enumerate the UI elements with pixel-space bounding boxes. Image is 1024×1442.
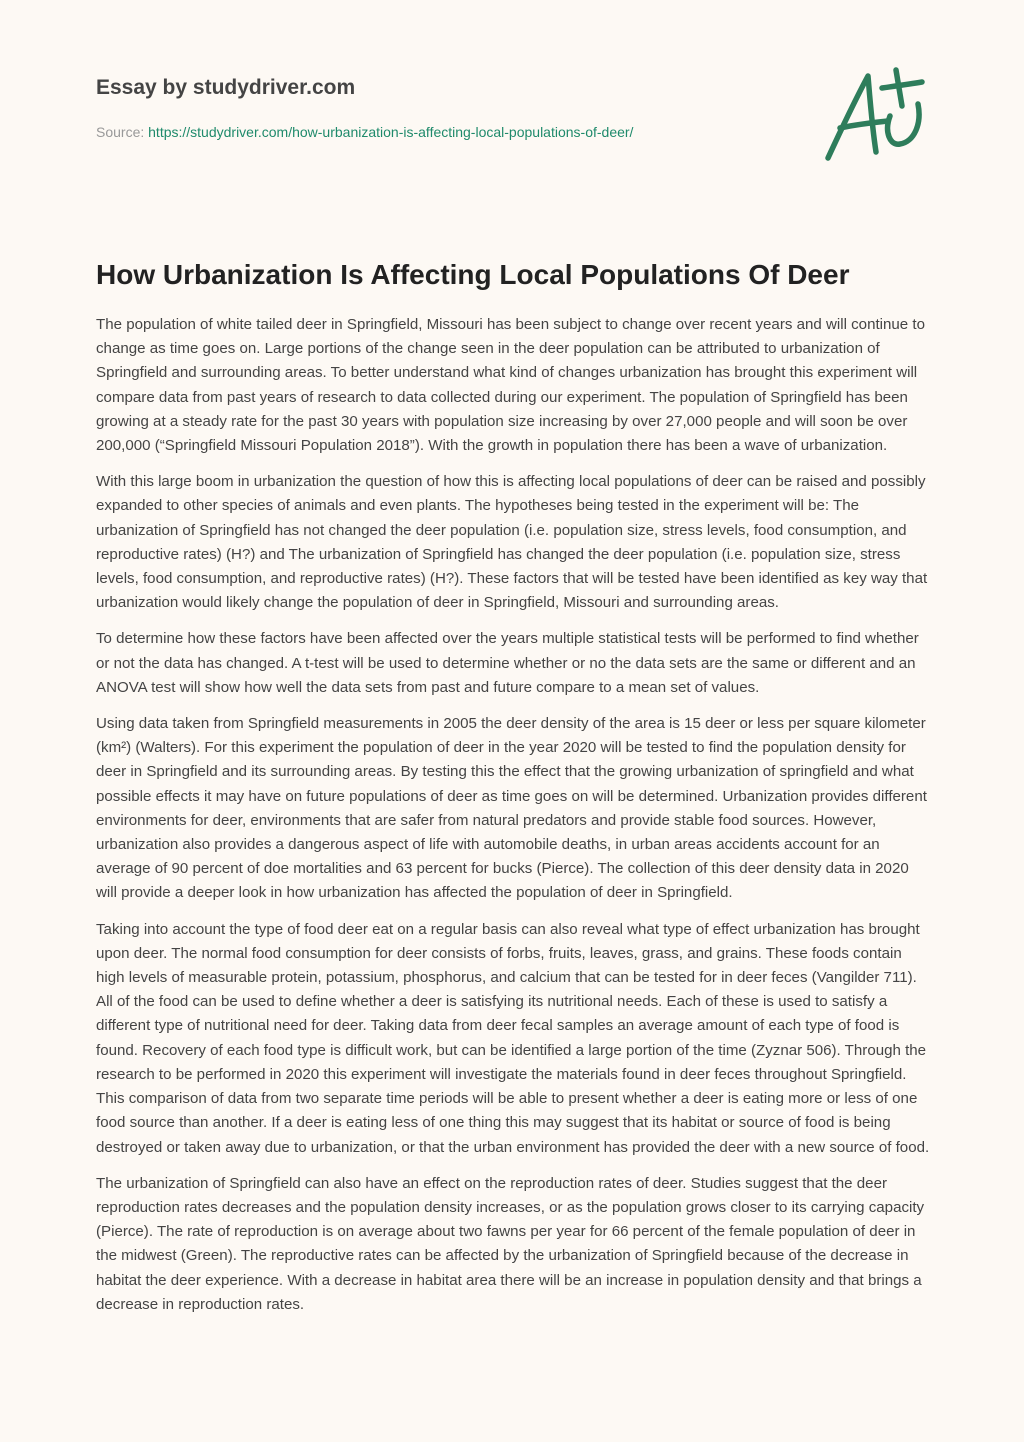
essay-paragraph: The population of white tailed deer in Springfield, Missouri has been subject to change over recent years and will continue to change as time goes on. Large portions of the change seen in the deer population can be attributed to urbanization of Springfield and surrounding areas. To better understand what kind of changes urbanization has brought this experiment will compare data from past years of research to data collected during our experiment. The population of Springfield has been growing at a steady rate for the past 30 years with population size increasing by over 27,000 people and will soon be over 200,000 (“Springfield Missouri Population 2018”). With the growth in population there has been a wave of urbanization. bbox=[96, 316, 925, 455]
essay-paragraph: With this large boom in urbanization the question of how this is affecting local populations of deer can be raised and possibly expanded to other species of animals and even plants. The hypotheses being tested in the experiment will be: The urbanization of Springfield has not changed the deer population (i.e. population size, stress levels, food consumption, and reproductive rates) (H?) and The urbanization of Springfield has changed the deer population (i.e. population size, stress levels, food consumption, and reproductive rates) (H?). These factors that will be tested have been identified as key way that urbanization would likely change the population of deer in Springfield, Missouri and surrounding areas. bbox=[96, 473, 928, 612]
essay-paragraph: Taking into account the type of food deer eat on a regular basis can also reveal what type of effect urbanization has brought upon deer. The normal food consumption for deer consists of forbs, fruits, leaves, grass, and grains. These foods contain high levels of measurable protein, potassium, phosphorus, and calcium that can be tested for in deer feces (Vangilder 711). All of the food can be used to define whether a deer is satisfying its nutritional needs. Each of these is used to satisfy a different type of nutritional need for deer. Taking data from deer fecal samples an average amount of each type of food is found. Recovery of each food type is difficult work, but can be identified a large portion of the time (Zyznar 506). Through the research to be performed in 2020 this experiment will investigate the materials found in deer feces throughout Springfield. This comparison of data from two separate time periods will be able to present whether a deer is eating more or less of one food source than another. If a deer is eating less of one thing this may suggest that its habitat or source of food is being destroyed or taken away due to urbanization, or that the urban environment has provided the deer with a new source of food. bbox=[96, 920, 930, 1156]
essay-paragraph: The urbanization of Springfield can also have an effect on the reproduction rates of deer. Studies suggest that the deer reproduction rates decreases and the population density increases, or as the population grows closer to its carrying capacity (Pierce). The rate of reproduction is on average about two fawns per year for 66 percent of the female population of deer in the midwest (Green). The reproductive rates can be affected by the urbanization of Springfield because of the decrease in habitat the deer experience. With a decrease in habitat area there will be an increase in population density and that brings a decrease in reproduction rates. bbox=[96, 1174, 925, 1313]
essay-body bbox=[96, 313, 932, 1329]
essay-paragraph: Using data taken from Springfield measurements in 2005 the deer density of the area is 15 deer or less per square kilometer (km²) (Walters). For this experiment the population of deer in the year 2020 will be tested to find the population density for deer in Springfield and its surrounding areas. By testing this the effect that the growing urbanization of springfield and what possible effects it may have on future populations of deer as time goes on will be determined. Urbanization provides different environments for deer, environments that are safer from natural predators and provide stable food sources. However, urbanization also provides a dangerous aspect of life with automobile deaths, in urban areas accidents account for an average of 90 percent of doe mortalities and 63 percent for bucks (Pierce). The collection of this deer density data in 2020 will provide a deeper look in how urbanization has affected the population of deer in Springfield. bbox=[96, 715, 927, 902]
source-line bbox=[96, 124, 633, 140]
a-plus-grade-logo bbox=[818, 66, 930, 166]
essay-paragraph: To determine how these factors have been affected over the years multiple statistical tests will be performed to find whether or not the data has changed. A t-test will be used to determine whether or no the data sets are the same or different and an ANOVA test will show how well the data sets from past and future compare to a mean set of values. bbox=[96, 630, 919, 696]
site-brand: Essay by studydriver.com bbox=[96, 76, 356, 99]
essay-title: How Urbanization Is Affecting Local Populations Of Deer bbox=[96, 259, 850, 290]
source-label: Source: bbox=[96, 124, 145, 140]
source-link[interactable]: https://studydriver.com/how-urbanization-is-affecting-local-populations-of-deer/ bbox=[148, 124, 634, 140]
